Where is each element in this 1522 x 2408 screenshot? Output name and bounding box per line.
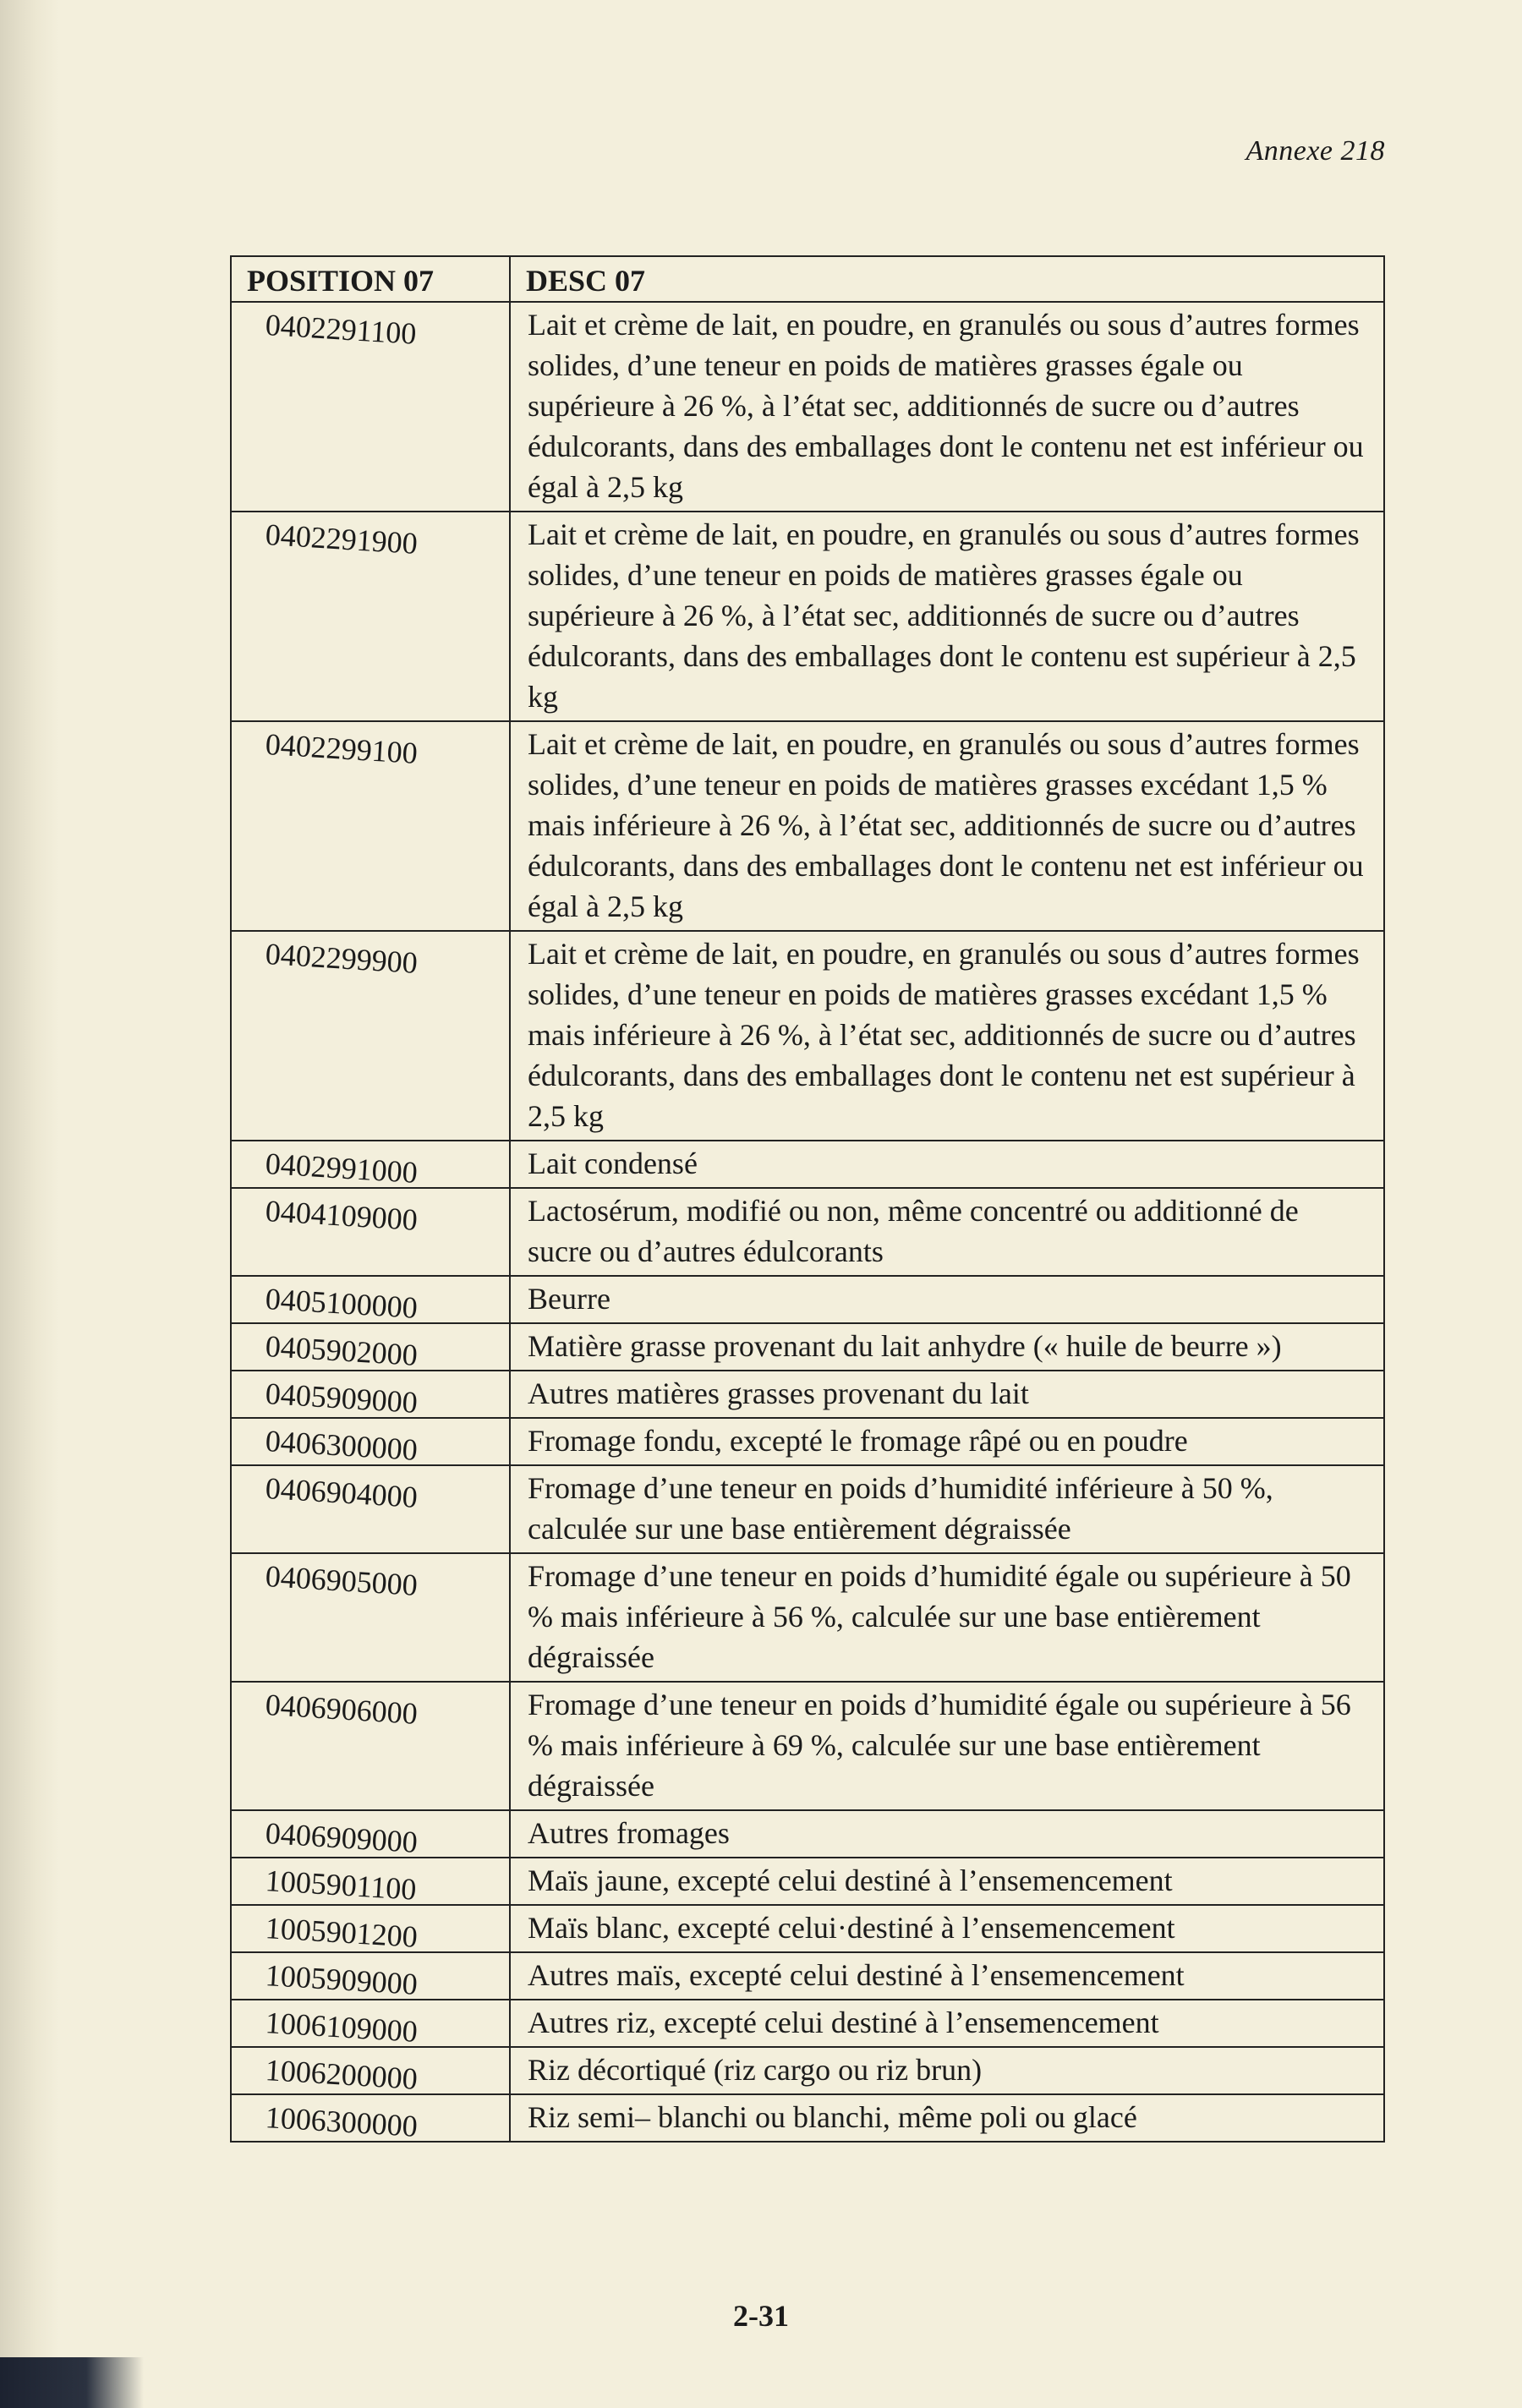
position-code: 0402299100 [264,727,419,770]
description-cell: Riz semi– blanchi ou blanchi, même poli ou glacé [510,2094,1384,2142]
position-code-cell [231,1553,510,1682]
table-row [231,1465,1384,1553]
description-cell: Lait condensé [510,1141,1384,1188]
description-cell: Fromage d’une teneur en poids d’humidité inférieure à 50 %, calculée sur une base entièrement dégraissée [510,1465,1384,1553]
position-code: 0406906000 [264,1688,419,1731]
position-code-cell [231,1858,510,1905]
table-row [231,512,1384,721]
position-code: 1005909000 [264,1958,419,2001]
position-code: 0405902000 [264,1329,419,1372]
table-row [231,721,1384,931]
table-row [231,1553,1384,1682]
table-row [231,1905,1384,1952]
position-code: 0404109000 [264,1194,419,1237]
table-header-row [231,256,1384,302]
position-code: 0402299900 [264,937,419,980]
header-position: POSITION 07 [231,256,510,302]
position-code: 0406904000 [264,1471,419,1514]
description-cell: Autres maïs, excepté celui destiné à l’ensemencement [510,1952,1384,2000]
position-code-cell [231,1810,510,1858]
position-code-cell [231,2000,510,2047]
position-code-cell [231,1465,510,1553]
page-gutter-shadow [0,0,59,2408]
position-code-cell [231,721,510,931]
description-cell: Lait et crème de lait, en poudre, en granulés ou sous d’autres formes solides, d’une teneur en poids de matières grasses excédant 1,5 % mais inférieure à 26 %, à l’état sec, additionnés de sucre ou d’autres édulcorants, dans des emballages dont le contenu net est inférieur ou égal à 2,5 kg [510,721,1384,931]
position-code: 0402991000 [264,1147,419,1190]
position-code: 1006200000 [264,2053,419,2096]
position-code-cell [231,1141,510,1188]
position-code-cell [231,2094,510,2142]
table-row [231,1188,1384,1276]
description-cell: Maïs jaune, excepté celui destiné à l’ensemencement [510,1858,1384,1905]
position-code-cell [231,1323,510,1371]
page-edge-shadow [0,2357,144,2408]
position-code-cell [231,1952,510,2000]
description-cell: Riz décortiqué (riz cargo ou riz brun) [510,2047,1384,2094]
position-code-cell [231,1418,510,1465]
tariff-table [230,255,1385,2143]
description-cell: Matière grasse provenant du lait anhydre (« huile de beurre ») [510,1323,1384,1371]
position-code: 0402291900 [264,517,419,561]
table-row [231,1682,1384,1810]
table-row [231,1371,1384,1418]
position-code-cell [231,2047,510,2094]
position-code: 1005901100 [264,1863,418,1907]
description-cell: Lait et crème de lait, en poudre, en granulés ou sous d’autres formes solides, d’une teneur en poids de matières grasses égale ou supérieure à 26 %, à l’état sec, additionnés de sucre ou d’autres édulcorants, dans des emballages dont le contenu est supérieur à 2,5 kg [510,512,1384,721]
position-code-cell [231,931,510,1141]
description-cell: Beurre [510,1276,1384,1323]
description-cell: Fromage fondu, excepté le fromage râpé ou en poudre [510,1418,1384,1465]
position-code: 0405909000 [264,1376,419,1420]
table-row [231,1952,1384,2000]
table-row [231,1141,1384,1188]
table-row [231,1810,1384,1858]
table-row [231,931,1384,1141]
position-code: 0406909000 [264,1816,419,1859]
table-row [231,2047,1384,2094]
position-code-cell [231,1188,510,1276]
table-row [231,1323,1384,1371]
header-desc: DESC 07 [510,256,1384,302]
position-code-cell [231,302,510,512]
description-cell: Autres riz, excepté celui destiné à l’ensemencement [510,2000,1384,2047]
description-cell: Autres fromages [510,1810,1384,1858]
table-row [231,1276,1384,1323]
description-cell: Lait et crème de lait, en poudre, en granulés ou sous d’autres formes solides, d’une teneur en poids de matières grasses égale ou supérieure à 26 %, à l’état sec, additionnés de sucre ou d’autres édulcorants, dans des emballages dont le contenu net est inférieur ou égal à 2,5 kg [510,302,1384,512]
position-code: 1005901200 [264,1911,419,1954]
position-code: 0402291100 [264,308,418,351]
table-row [231,1858,1384,1905]
position-code-cell [231,512,510,721]
position-code-cell [231,1682,510,1810]
description-cell: Fromage d’une teneur en poids d’humidité égale ou supérieure à 56 % mais inférieure à 69 %, calculée sur une base entièrement dégraissée [510,1682,1384,1810]
description-cell: Maïs blanc, excepté celui·destiné à l’ensemencement [510,1905,1384,1952]
position-code: 1006109000 [264,2006,419,2049]
table-row [231,1418,1384,1465]
position-code: 1006300000 [264,2100,419,2143]
position-code: 0405100000 [264,1282,419,1325]
table-row [231,302,1384,512]
description-cell: Lactosérum, modifié ou non, même concentré ou additionné de sucre ou d’autres édulcorants [510,1188,1384,1276]
table-row [231,2094,1384,2142]
table-row [231,2000,1384,2047]
position-code-cell [231,1276,510,1323]
description-cell: Fromage d’une teneur en poids d’humidité égale ou supérieure à 50 % mais inférieure à 56 %, calculée sur une base entièrement dégraissée [510,1553,1384,1682]
position-code-cell [231,1905,510,1952]
description-cell: Lait et crème de lait, en poudre, en granulés ou sous d’autres formes solides, d’une teneur en poids de matières grasses excédant 1,5 % mais inférieure à 26 %, à l’état sec, additionnés de sucre ou d’autres édulcorants, dans des emballages dont le contenu net est supérieur à 2,5 kg [510,931,1384,1141]
description-cell: Autres matières grasses provenant du lait [510,1371,1384,1418]
page-number: 2-31 [733,2299,789,2333]
annex-header: Annexe 218 [1246,135,1385,167]
position-code: 0406905000 [264,1559,419,1602]
position-code: 0406300000 [264,1424,419,1467]
position-code-cell [231,1371,510,1418]
